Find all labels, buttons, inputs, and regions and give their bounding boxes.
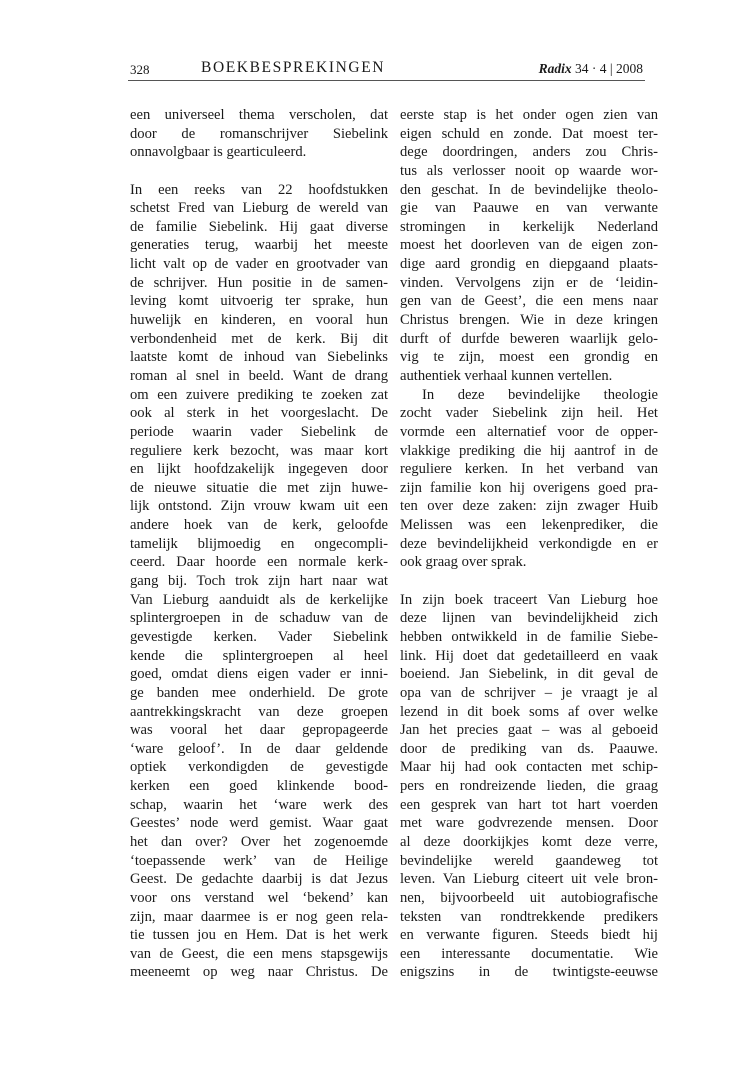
text-line: Van Lieburg aanduidt als de kerkelijke [130,591,388,608]
text-line: verbondenheid met de kerk. Bij dit [130,330,388,347]
text-line: pers en rondreizende lieden, die graag [400,778,658,795]
paragraph [130,106,388,162]
text-line: leving komt uitvoerig ter sprake, hun [130,293,388,310]
text-line: vinden. Vervolgens zijn er de ‘leidin- [400,274,658,291]
text-line: kende die splintergroepen al heel [130,647,388,664]
text-line: ‘toepassende werk’ van de Heilige [130,852,388,869]
text-line: In een reeks van 22 hoofdstukken [130,181,388,198]
text-line: ook graag over sprak. [400,554,527,571]
text-line: eerste stap is het onder ogen zien van [400,107,658,123]
paragraph [400,386,658,572]
text-line: kerken een goed klinkende bood- [130,778,388,795]
text-line: boeiend. Jan Siebelink, in dit geval de [400,666,658,683]
text-line: een gesprek van hart tot hart voerden [400,796,658,813]
text-line: de nieuwe situatie die met zijn huwe- [130,479,388,496]
text-line: lijk ontstond. Zijn vrouw kwam uit een [130,498,388,515]
text-line: dege doordringen, anders zou Chris- [400,144,658,161]
text-column-right [400,106,658,982]
text-line: laatste komt de inhoud van Siebelinks [130,349,388,366]
text-line: reguliere kerk bezocht, was maar kort [130,442,388,459]
text-line: de schrijver. Hun positie in de samen- [130,274,388,291]
text-line: huwelijk en kinderen, en vooral hun [130,312,388,329]
text-line: gevestigde kerken. Vader Siebelink [130,628,388,645]
text-line: enigszins in de twintigste-eeuwse [400,964,658,981]
text-line: hebben ontwikkeld in de familie Siebe- [400,628,658,645]
text-line: met ware godvrezende mensen. Door [400,815,658,832]
text-line: tie tussen jou en Hem. Dat is het werk [130,927,388,944]
text-line: den geschat. In de bevindelijke theolo- [400,181,658,198]
text-line: zijn familie kon hij overigens goed pra- [400,479,658,496]
text-line: zijn, maar daarmee is er nog geen rela- [130,908,388,925]
paragraph [400,591,658,982]
running-header [128,58,645,81]
text-line: aantrekkingskracht van deze groepen [130,703,388,720]
text-line: tamelijk blijmoedig en ongecompli- [130,535,388,552]
text-line: Geest. De gedachte daarbij is dat Jezus [130,871,388,888]
text-line: Melissen was een lekenprediker, die [400,517,658,534]
text-line: leven. Van Lieburg citeert uit vele bron- [400,871,658,888]
text-line: ten over deze zaken: zijn zwager Huib [400,498,658,515]
text-line: licht valt op de vader en grootvader van [130,256,388,273]
text-line: goed, omdat diens eigen vader er inni- [130,666,388,683]
text-line: gen van de Geest’, die een mens naar [400,293,658,310]
text-line: lezend in dit boek soms af over welke [400,703,658,720]
text-line: dige aard grondig en diepgaand plaats- [400,256,658,273]
text-line: optiek verkondigden de gevestigde [130,759,388,776]
text-line: en lijkt hoofdzakelijk ingegeven door [130,461,388,478]
text-line: gie van Paauwe en van verwante [400,200,658,217]
text-line: generaties terug, waarbij het meeste [130,237,388,254]
text-line: voor ons verstand wel ‘bekend’ kan [130,889,388,906]
paragraph [130,181,388,983]
section-title: BOEKBESPREKINGEN [201,59,386,76]
page-number: 328 [130,62,150,77]
text-line: een interessante documentatie. Wie [400,945,658,962]
text-line: Christus brengen. Wie in deze kringen [400,312,658,329]
text-line: reguliere kerken. In het verband van [400,461,658,478]
text-line: andere hoek van de kerk, geloofde [130,517,388,534]
text-line: teksten van rondtrekkende predikers [400,908,658,925]
text-line: link. Hij doet dat gedetailleerd en vaak [400,647,658,664]
text-line: vig te zijn, moest een grondig en [400,349,658,366]
text-line: gang bij. Toch trok zijn hart naar wat [130,573,388,590]
text-line: door de romanschrijver Siebelink [130,125,388,142]
text-line: ook al sterk in het voorgeslacht. De [130,405,388,422]
paragraph-spacer [400,572,658,591]
journal-reference [539,61,643,77]
paragraph-spacer [130,162,388,181]
text-line: In zijn boek traceert Van Lieburg hoe [400,591,658,608]
text-line: ge banden mee onderhield. De grote [130,684,388,701]
text-line: moest het doorleven van de eigen zon- [400,237,658,254]
text-line: eigen schuld en zonde. Dat moest ter- [400,125,658,142]
journal-name: Radix [538,61,572,76]
text-line: opa van de schrijver – je vraagt je al [400,684,658,701]
text-line: om een zuivere prediking te zoeken zat [130,386,388,403]
text-line: schetst Fred van Lieburg de wereld van [130,200,388,217]
text-line: durft of durfde beweren waarlijk gelo- [400,330,658,347]
text-line: Jan het precies gaat – was al geboeid [400,722,658,739]
text-line: meeneemt op weg naar Christus. De [130,964,388,981]
text-line: Geestes’ node werd gemist. Waar gaat [130,815,388,832]
text-column-left [130,106,388,982]
text-line: en verwante figuren. Steeds biedt hij [400,927,658,944]
text-line: roman al snel in beeld. Want de drang [130,367,388,384]
text-line: deze bevindelijkheid verkondigde en er [400,535,658,552]
text-line: authentiek verhaal kunnen vertellen. [400,367,613,384]
text-line: het dan over? Over het zogenoemde [130,833,388,850]
text-line: nen, bijvoorbeeld uit autobiografische [400,889,658,906]
text-line: splintergroepen in de schaduw van de [130,610,388,627]
text-line: stromingen in kerkelijk Nederland [400,218,658,235]
text-line: vormde een alternatief voor de opper- [400,423,658,440]
text-line: vlakkige prediking die hij aantrof in de [400,442,658,459]
paragraph [400,106,658,386]
text-line: deze lijnen van bevindelijkheid zich [400,610,658,627]
text-line: ‘ware geloof’. In de daar geldende [130,740,388,757]
text-line: periode waarin vader Siebelink de [130,423,388,440]
text-line: al deze doorkijkjes komt deze verre, [400,833,658,850]
text-line: zocht vader Siebelink zijn heil. Het [400,405,658,422]
text-line: onnavolgbaar is gearticuleerd. [130,144,307,161]
text-line: Maar hij had ook contacten met schip- [400,759,658,776]
text-line: door de prediking van ds. Paauwe. [400,740,658,757]
text-line: was vooral het daar gepropageerde [130,722,388,739]
text-line: ceerd. Daar hoorde een normale kerk- [130,554,388,571]
text-line: de familie Siebelink. Hij gaat diverse [130,218,388,235]
text-line: In deze bevindelijke theologie [422,386,658,403]
text-line: van de Geest, die een mens stapsgewijs [130,945,388,962]
text-line: bevindelijke wereld gaandeweg tot [400,852,658,869]
text-line: schap, waarin het ‘ware werk des [130,796,388,813]
text-line: een universeel thema verscholen, dat [130,107,388,123]
text-line: tus als verlosser nooit op waarde wor- [400,162,658,179]
journal-issue: 34 · 4 | 2008 [575,61,643,76]
